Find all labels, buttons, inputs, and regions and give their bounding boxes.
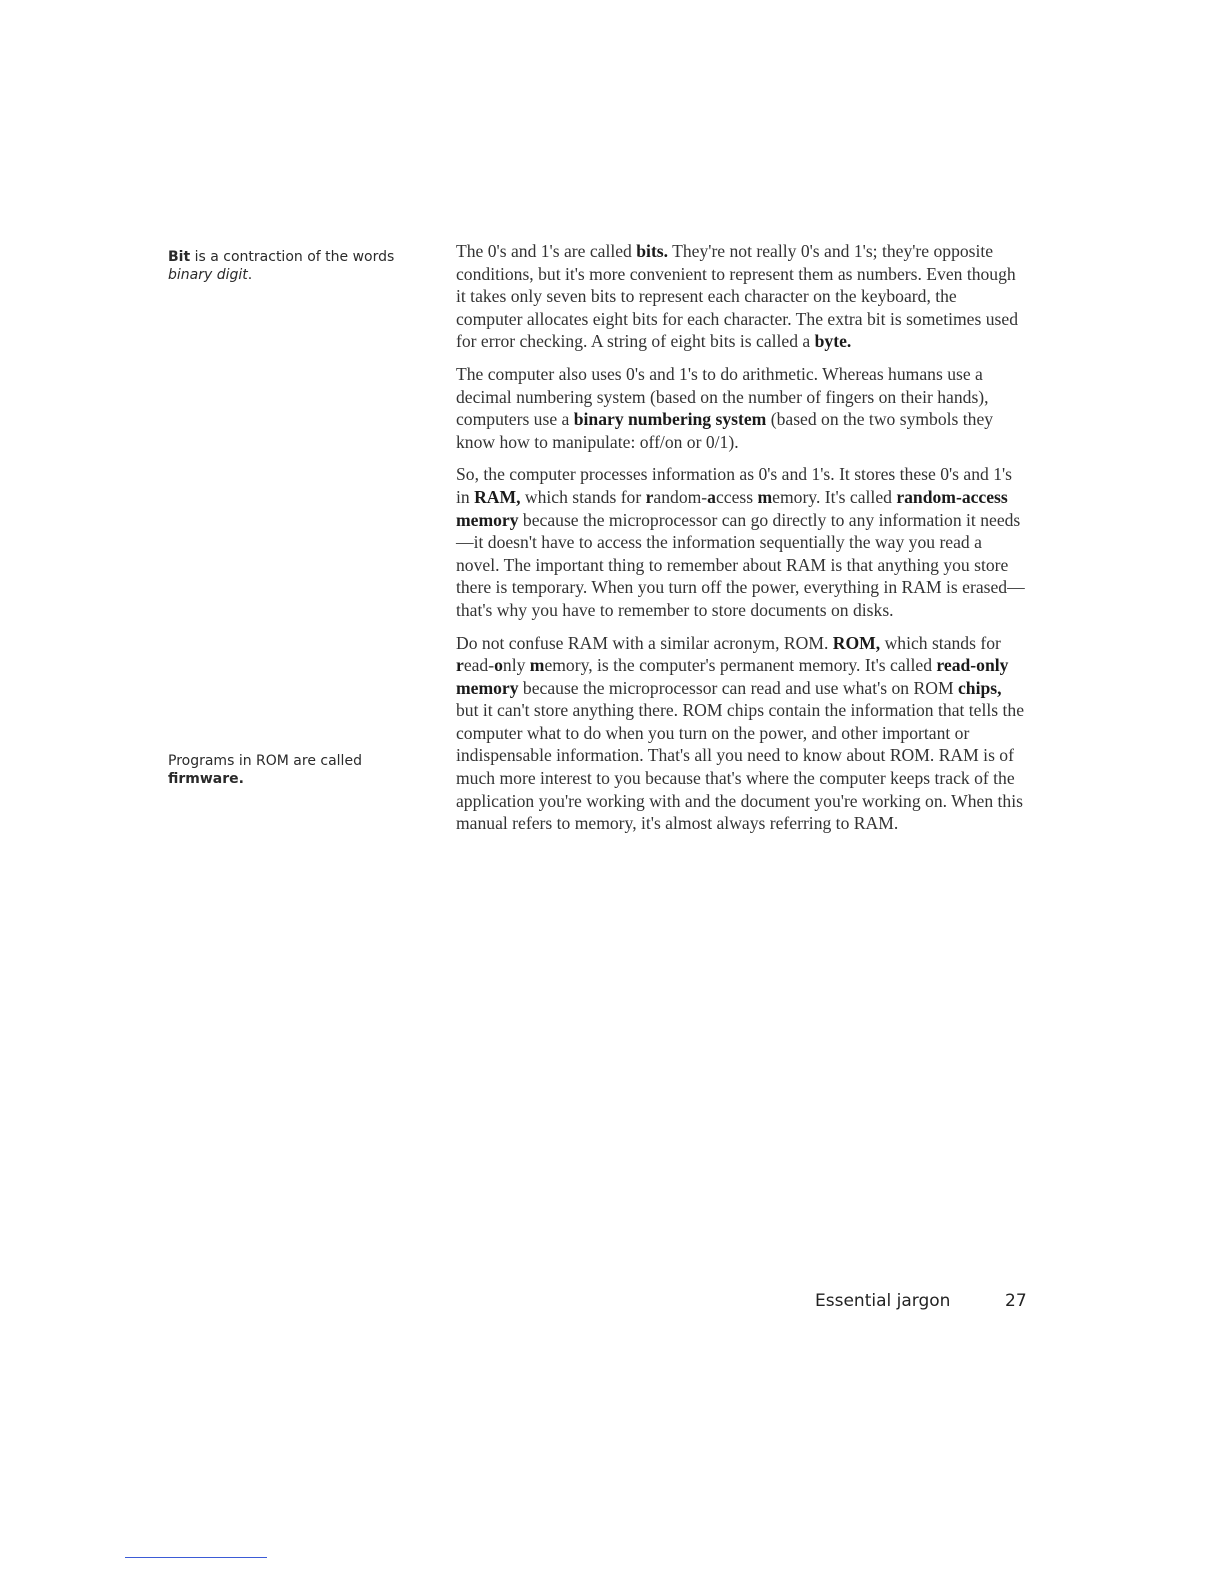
paragraph-ram: So, the computer processes information as 0's and 1's. It stores these 0's and 1's in RAM, which stands for random-access memory. It's called random-access memory because the microprocessor can go directly to any information it needs—it doesn't have to access the information sequentially the way you read a novel. The important thing to remember about RAM is that anything you store there is temporary. When you turn off the power, everything in RAM is erased—that's why you have to remember to store documents on disks. [456,464,1025,620]
sidenote-term: Bit [168,249,191,265]
bottom-rule [125,1557,267,1558]
footer-section-title: Essential jargon [815,1291,951,1311]
sidenote-bit: Bit is a contraction of the words binary digit. [168,249,395,283]
page-number: 27 [1005,1291,1027,1311]
main-text [456,240,1026,845]
paragraph-bits: The 0's and 1's are called bits. They're not really 0's and 1's; they're opposite conditions, but it's more convenient to represent them as numbers. Even though it takes only seven bits to represent each character on the keyboard, the computer allocates eight bits for each character. The extra bit is sometimes used for error checking. A string of eight bits is called a byte. [456,241,1018,352]
paragraph-binary: The computer also uses 0's and 1's to do arithmetic. Whereas humans use a decimal numbering system (based on the number of fingers on their hands), computers use a binary numbering system (based on the two symbols they know how to manipulate: off/on or 0/1). [456,363,994,452]
sidenote-rom: Programs in ROM are called firmware. [168,753,362,787]
sidenote-term: firmware. [168,771,244,787]
paragraph-rom: Do not confuse RAM with a similar acronym, ROM. ROM, which stands for read-only memory, is the computer's permanent memory. It's called read-only memory because the microprocessor can read and use what's on ROM chips, but it can't store anything there. ROM chips contain the information that tells the computer what to do when you turn on the power, and other important or indispensable information. That's all you need to know about ROM. RAM is of much more interest to you because that's where the computer keeps track of the application you're working with and the document you're working on. When this manual refers to memory, it's almost always referring to RAM. [456,632,1024,834]
